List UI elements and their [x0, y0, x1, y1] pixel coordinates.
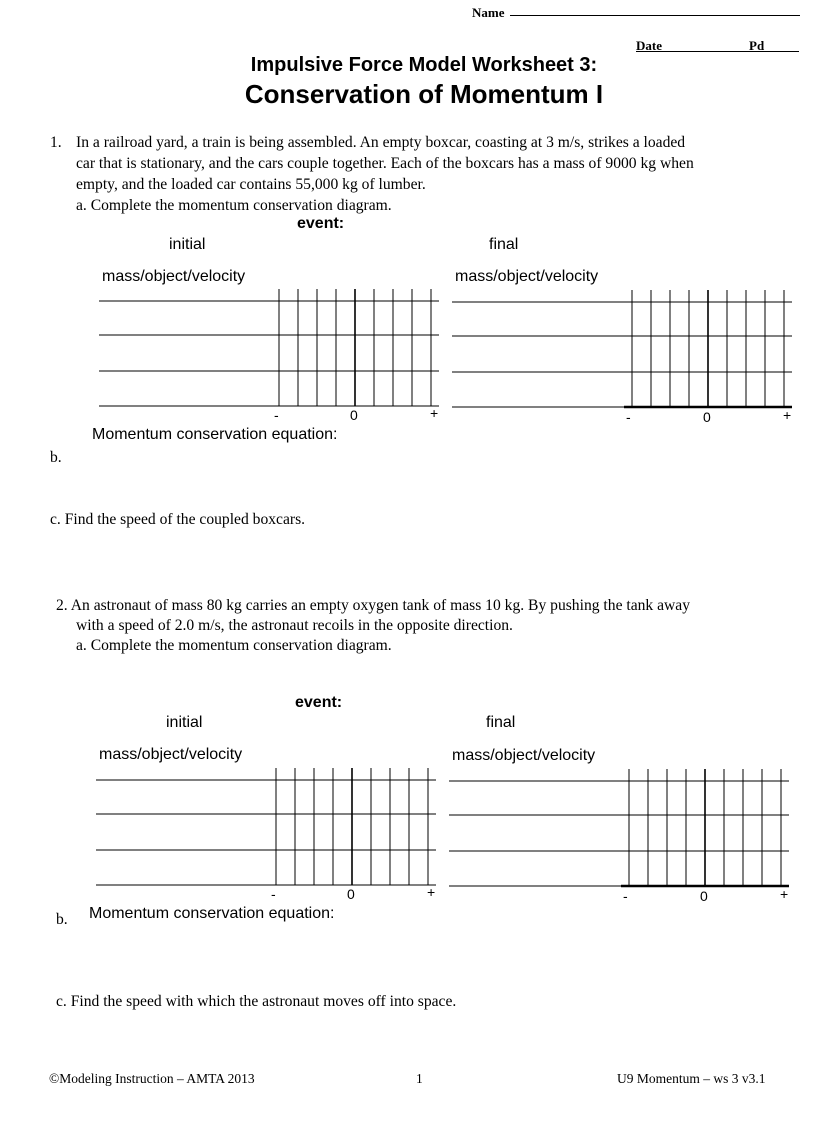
- q2-part-a: a. Complete the momentum conservation diagram.: [76, 637, 392, 654]
- q1-number: 1.: [50, 134, 62, 151]
- footer-copyright: ©Modeling Instruction – AMTA 2013: [49, 1071, 255, 1086]
- q2-text-line: 2. An astronaut of mass 80 kg carries an empty oxygen tank of mass 10 kg. By pushing the tank away: [56, 597, 691, 614]
- q2-initial-axis-plus: +: [427, 884, 436, 900]
- worksheet-title: Impulsive Force Model Worksheet 3:: [250, 54, 598, 76]
- q1-final-column-label: mass/object/velocity: [455, 268, 599, 285]
- name-blank-line[interactable]: [510, 15, 800, 16]
- q2-initial-axis-minus: -: [271, 886, 276, 902]
- q2-momentum-equation-label: Momentum conservation equation:: [89, 905, 335, 922]
- q2-text-line: with a speed of 2.0 m/s, the astronaut recoils in the opposite direction.: [76, 617, 513, 634]
- q1-initial-momentum-diagram[interactable]: [99, 289, 441, 411]
- name-label: Name: [472, 5, 505, 20]
- q1-text-line: In a railroad yard, a train is being assembled. An empty boxcar, coasting at 3 m/s, strikes a loaded: [76, 134, 686, 151]
- q1-final-axis-zero: 0: [703, 409, 711, 425]
- q1-initial-label: initial: [169, 236, 206, 253]
- q1-event-label: event:: [297, 215, 345, 232]
- q1-part-c: c. Find the speed of the coupled boxcars.: [50, 511, 306, 528]
- q2-final-label: final: [486, 714, 516, 731]
- q1-text-line: car that is stationary, and the cars couple together. Each of the boxcars has a mass of 9000 kg when: [76, 155, 694, 172]
- q2-final-column-label: mass/object/velocity: [452, 747, 596, 764]
- q2-final-momentum-diagram[interactable]: [449, 769, 791, 891]
- q2-part-b: b.: [56, 911, 68, 928]
- date-label: Date: [636, 38, 662, 53]
- period-label: Pd: [749, 38, 765, 53]
- q1-final-label: final: [489, 236, 519, 253]
- q1-final-axis-plus: +: [783, 407, 792, 423]
- q1-text: [76, 132, 694, 195]
- q2-initial-diagram-svg: [96, 768, 438, 890]
- q1-final-momentum-diagram[interactable]: [452, 290, 794, 412]
- footer-page-number: 1: [416, 1071, 423, 1086]
- worksheet-subtitle: Conservation of Momentum I: [244, 79, 604, 109]
- q1-initial-axis-minus: -: [274, 407, 279, 423]
- q2-initial-column-label: mass/object/velocity: [99, 746, 243, 763]
- q2-initial-axis-zero: 0: [347, 886, 355, 902]
- footer-unit-label: U9 Momentum – ws 3 v3.1: [617, 1071, 766, 1086]
- q1-initial-column-label: mass/object/velocity: [102, 268, 246, 285]
- q2-final-diagram-svg: [449, 769, 791, 891]
- q1-initial-diagram-svg: [99, 289, 441, 411]
- q1-initial-axis-plus: +: [430, 405, 439, 421]
- q2-final-axis-plus: +: [780, 886, 789, 902]
- q1-text-line: empty, and the loaded car contains 55,000 kg of lumber.: [76, 176, 426, 193]
- q2-final-axis-minus: -: [623, 888, 628, 904]
- q1-momentum-equation-label: Momentum conservation equation:: [92, 426, 338, 443]
- q1-part-a: a. Complete the momentum conservation diagram.: [76, 197, 392, 214]
- q1-part-b: b.: [50, 449, 62, 466]
- q2-event-label: event:: [295, 694, 343, 711]
- q2-initial-momentum-diagram[interactable]: [96, 768, 438, 890]
- q1-initial-axis-zero: 0: [350, 407, 358, 423]
- q2-part-c: c. Find the speed with which the astronaut moves off into space.: [56, 993, 457, 1010]
- q1-final-axis-minus: -: [626, 409, 631, 425]
- q1-final-diagram-svg: [452, 290, 794, 412]
- q2-initial-label: initial: [166, 714, 203, 731]
- q2-final-axis-zero: 0: [700, 888, 708, 904]
- date-period-blank-line[interactable]: [636, 51, 799, 52]
